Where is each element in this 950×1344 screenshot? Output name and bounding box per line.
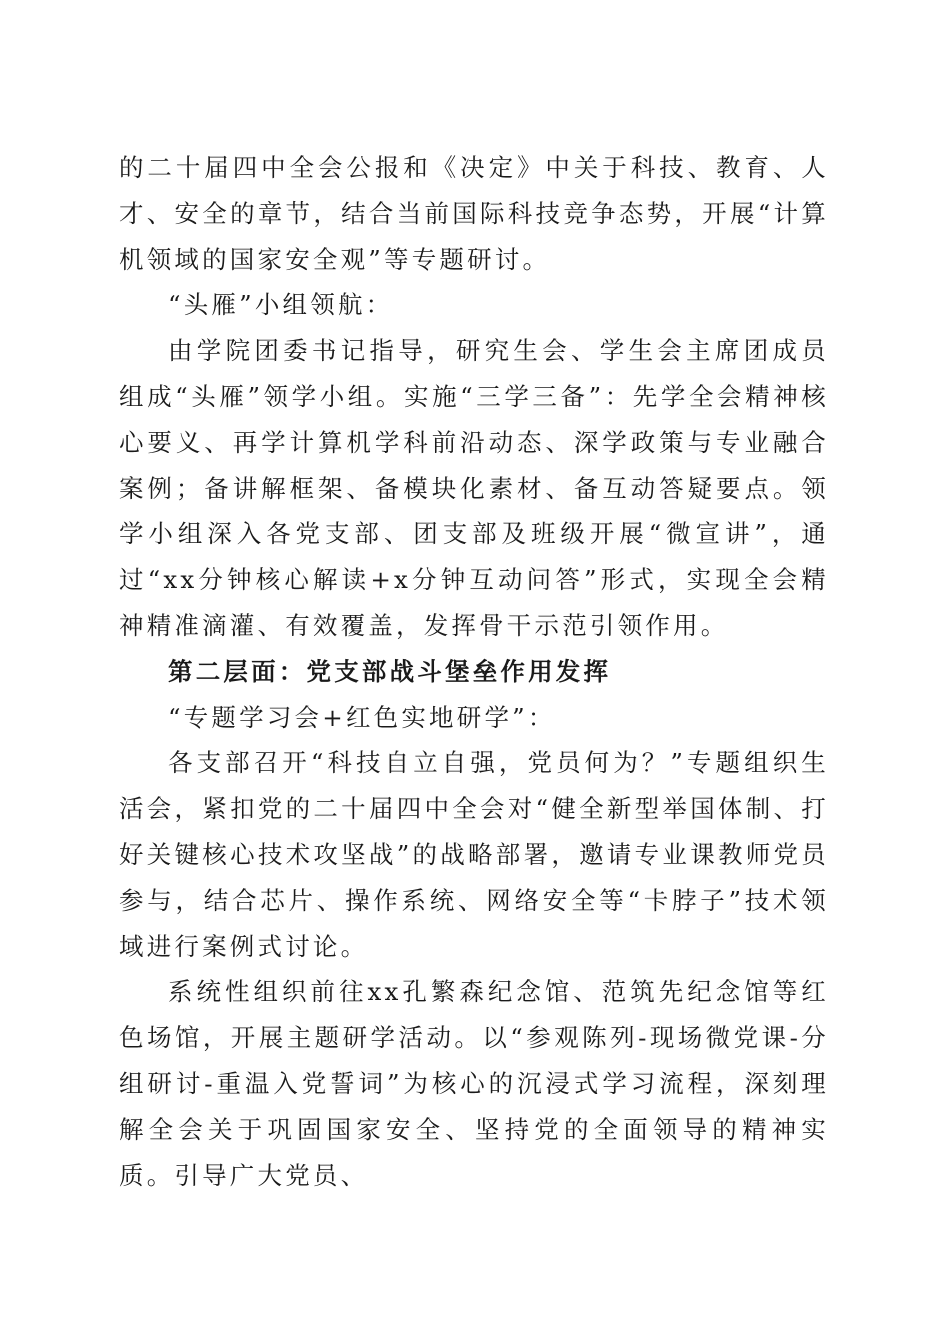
- paragraph-branch-meeting: 各支部召开“科技自立自强，党员何为？”专题组织生活会，紧扣党的二十届四中全会对“健全新型举国体制、打好关键核心技术攻坚战”的战略部署，邀请专业课教师党员参与，结合芯片、操作系统、网络安全等“卡脖子”技术领域进行案例式讨论。: [119, 748, 829, 961]
- section-heading-level-two: 第二层面：党支部战斗堡垒作用发挥: [168, 656, 612, 686]
- subheading-lead-group: “头雁”小组领航：: [168, 290, 394, 320]
- paragraph-lead-group: 由学院团委书记指导，研究生会、学生会主席团成员组成“头雁”领学小组。实施“三学三备”：先学全会精神核心要义、再学计算机学科前沿动态、深学政策与专业融合案例；备讲解框架、备模块化素材、备互动答疑要点。领学小组深入各党支部、团支部及班级开展“微宣讲”，通过“xx分钟核心解读+x分钟互动问答”形式，实现全会精神精准滴灌、有效覆盖，发挥骨干示范引领作用。: [119, 336, 829, 640]
- document-body: [119, 145, 829, 1198]
- paragraph-continuation: 的二十届四中全会公报和《决定》中关于科技、教育、人才、安全的章节，结合当前国际科技竞争态势，开展“计算机领域的国家安全观”等专题研讨。: [119, 153, 829, 274]
- subheading-study-session: “专题学习会+红色实地研学”：: [168, 702, 556, 732]
- paragraph-red-study-trip: 系统性组织前往xx孔繁森纪念馆、范筑先纪念馆等红色场馆，开展主题研学活动。以“参观陈列-现场微党课-分组研讨-重温入党誓词”为核心的沉浸式学习流程，深刻理解全会关于巩固国家安全、坚持党的全面领导的精神实质。引导广大党员、: [119, 977, 829, 1190]
